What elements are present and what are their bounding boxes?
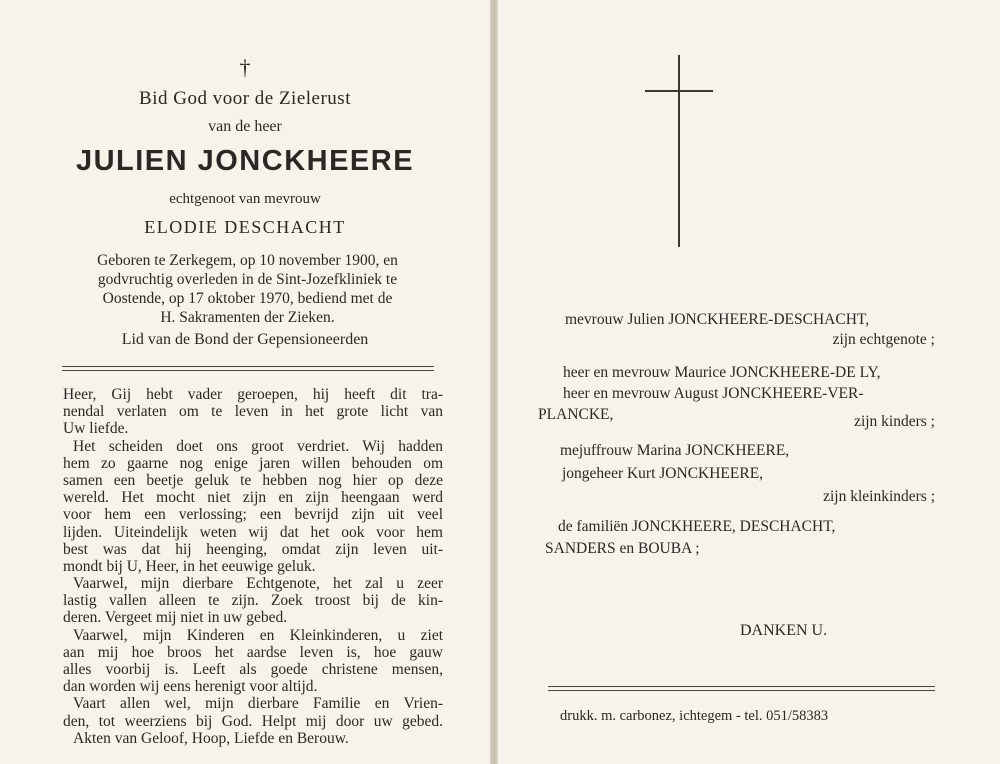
children-line-continued: PLANCKE, bbox=[538, 406, 614, 423]
text-line: deren. Vergeet mij niet in uw gebed. bbox=[63, 609, 288, 627]
double-rule-divider bbox=[548, 686, 935, 691]
text-line: voor hem een verlossing; een bevrijd zijn uit veel bbox=[63, 506, 443, 524]
farewell-text bbox=[63, 386, 443, 747]
cross-icon bbox=[678, 55, 680, 247]
text-line: Uw liefde. bbox=[63, 420, 129, 438]
bio-line: godvruchtig overleden in de Sint-Jozefkliniek te bbox=[97, 271, 398, 288]
text-line: Heer, Gij hebt vader geroepen, hij heeft dit tra- bbox=[63, 386, 443, 403]
grandchildren-line: mejuffrouw Marina JONCKHEERE, bbox=[560, 442, 790, 459]
text-line: nendal verlaten om te leven in het grote licht van bbox=[63, 403, 443, 421]
spouse-intro: echtgenoot van mevrouw bbox=[169, 191, 321, 207]
text-line: alles voorbij is. Leeft als goede christene mensen, bbox=[63, 661, 443, 678]
families-line: SANDERS en BOUBA ; bbox=[545, 540, 700, 557]
text-line: Vaarwel, mijn Kinderen en Kleinkinderen, u ziet bbox=[73, 626, 443, 644]
text-line: mondt bij U, Heer, in het eeuwige geluk. bbox=[63, 557, 316, 575]
widow-line: mevrouw Julien JONCKHEERE-DESCHACHT, bbox=[565, 311, 870, 328]
deceased-name: JULIEN JONCKHEERE bbox=[75, 145, 415, 177]
biography bbox=[45, 251, 450, 327]
text-line: Vaart allen wel, mijn dierbare Familie en Vrien- bbox=[73, 695, 443, 713]
text-line: aan mij hoe broos het aardse leven is, hoe gauw bbox=[63, 643, 443, 661]
text-line: Akten van Geloof, Hoop, Liefde en Berouw. bbox=[73, 729, 349, 747]
grandchildren-line: jongeheer Kurt JONCKHEERE, bbox=[562, 465, 764, 482]
bio-line: H. Sakramenten der Zieken. bbox=[160, 309, 335, 326]
thanks-line: DANKEN U. bbox=[740, 622, 828, 639]
card-fold bbox=[490, 0, 498, 764]
families-line: de familiën JONCKHEERE, DESCHACHT, bbox=[558, 518, 836, 535]
text-line: lastig vallen alleen te zijn. Zoek troost bij de kin- bbox=[63, 592, 443, 610]
children-line: heer en mevrouw Maurice JONCKHEERE-DE LY, bbox=[563, 364, 881, 381]
text-line: lijden. Uiteindelijk weten wij dat het ook voor hem bbox=[63, 523, 443, 541]
widow-role: zijn echtgenote ; bbox=[832, 331, 935, 348]
text-line: den, tot weerziens bij God. Helpt mij door uw gebed. bbox=[63, 712, 443, 730]
text-line: samen een beetje geluk te hebben nog hier op deze bbox=[63, 471, 443, 489]
text-line: dan worden wij eens herenigt voor altijd. bbox=[63, 678, 318, 696]
title-line: van de heer bbox=[208, 118, 282, 135]
cross-icon-bar bbox=[645, 90, 713, 92]
spouse-name: ELODIE DESCHACHT bbox=[144, 217, 346, 237]
membership-line: Lid van de Bond der Gepensioneerden bbox=[121, 331, 369, 348]
bio-line: Geboren te Zerkegem, op 10 november 1900, en bbox=[97, 252, 398, 269]
children-line: heer en mevrouw August JONCKHEERE-VER- bbox=[563, 385, 864, 402]
grandchildren-role: zijn kleinkinders ; bbox=[823, 488, 935, 505]
text-line: hem zo gaarne nog enige jaren willen behouden om bbox=[63, 454, 443, 472]
prayer-request: Bid God voor de Zielerust bbox=[139, 88, 351, 109]
text-line: best was dat hij heenging, omdat zijn leven uit- bbox=[63, 540, 443, 558]
text-line: wereld. Het mocht niet zijn en zijn heengaan werd bbox=[63, 489, 443, 507]
bio-line: Oostende, op 17 oktober 1970, bediend met de bbox=[102, 290, 393, 307]
text-line: Het scheiden doet ons groot verdriet. Wij hadden bbox=[73, 437, 443, 455]
text-line: Vaarwel, mijn dierbare Echtgenote, het zal u zeer bbox=[73, 575, 443, 593]
children-role: zijn kinders ; bbox=[854, 413, 935, 430]
cross-icon: † bbox=[239, 55, 251, 80]
printer-imprint: drukk. m. carbonez, ichtegem - tel. 051/58383 bbox=[560, 708, 829, 724]
double-rule-divider bbox=[62, 366, 434, 371]
right-page bbox=[498, 0, 1000, 764]
